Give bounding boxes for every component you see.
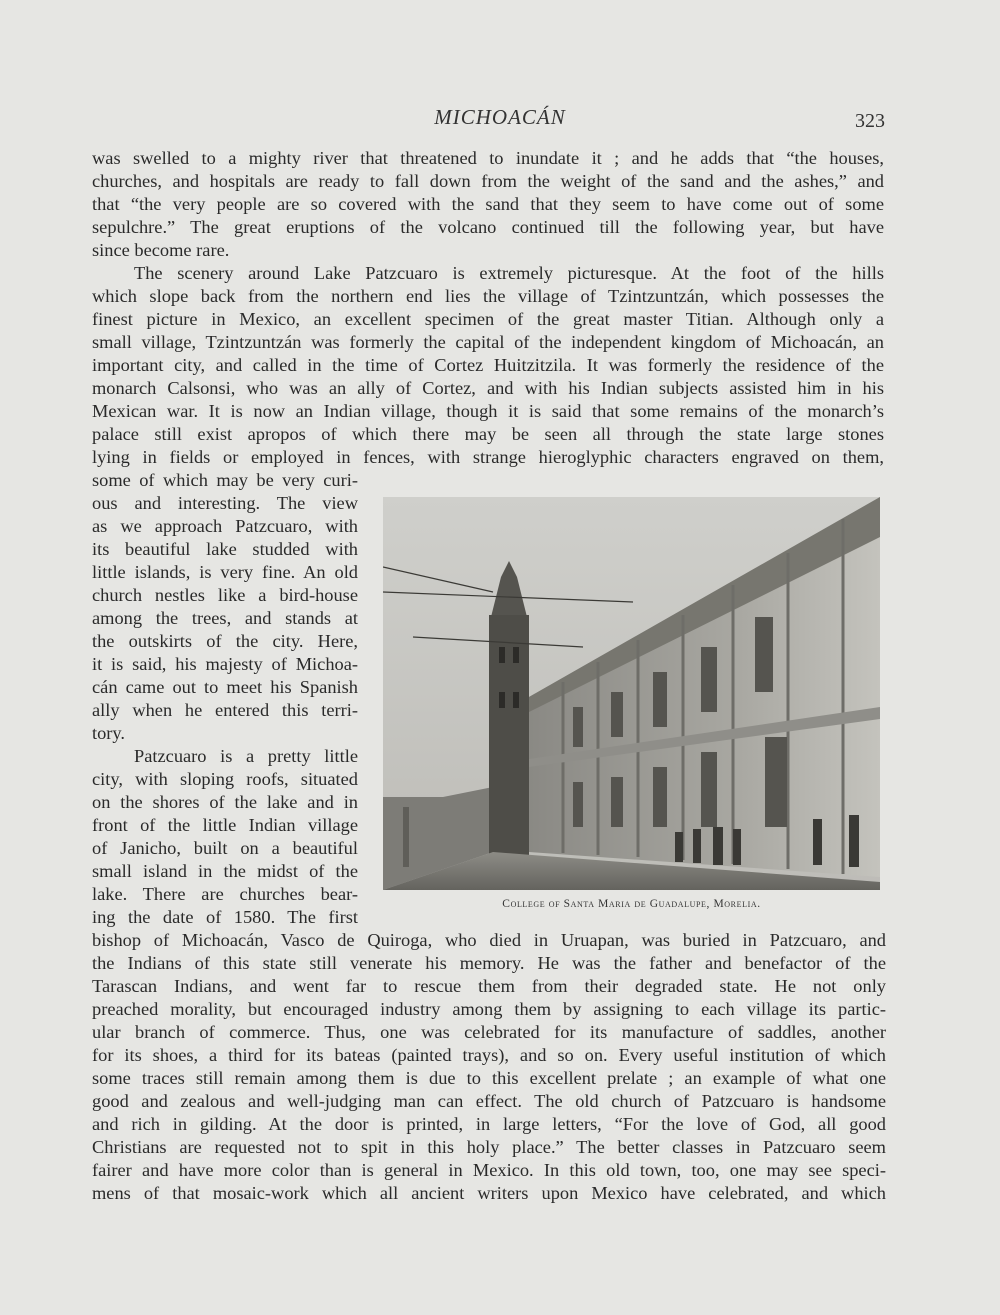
text-line: Tarascan Indians, and went far to rescue them from their degraded state. He not only xyxy=(92,976,886,996)
text-line: as we approach Patzcuaro, with xyxy=(92,516,358,536)
text-line: since become rare. xyxy=(92,240,230,260)
figure-caption: College of Santa Maria de Guadalupe, Morelia. xyxy=(502,898,761,910)
text-line: The scenery around Lake Patzcuaro is extremely picturesque. At the foot of the hills xyxy=(134,263,884,283)
text-line: that “the very people are so covered with the sand that they seem to have come out of some xyxy=(92,194,884,214)
text-line: it is said, his majesty of Michoa- xyxy=(92,654,358,674)
text-line: good and zealous and well-judging man can effect. The old church of Patzcuaro is handsome xyxy=(92,1091,886,1111)
text-line: ular branch of commerce. Thus, one was celebrated for its manufacture of saddles, another xyxy=(92,1022,886,1042)
text-line: was swelled to a mighty river that threatened to inundate it ; and he adds that “the houses, xyxy=(92,148,884,168)
text-line: churches, and hospitals are ready to fall down from the weight of the sand and the ashes,” and xyxy=(92,171,884,191)
text-line: the outskirts of the city. Here, xyxy=(92,631,358,651)
text-line: small island in the midst of the xyxy=(92,861,358,881)
text-line: its beautiful lake studded with xyxy=(92,539,358,559)
text-line: city, with sloping roofs, situated xyxy=(92,769,358,789)
text-line: ing the date of 1580. The first xyxy=(92,907,358,927)
text-line: some traces still remain among them is due to this excellent prelate ; an example of what one xyxy=(92,1068,886,1088)
text-line: mens of that mosaic-work which all ancient writers upon Mexico have celebrated, and which xyxy=(92,1183,886,1203)
running-title: MICHOACÁN xyxy=(434,105,566,129)
text-line: the Indians of this state still venerate his memory. He was the father and benefactor of the xyxy=(92,953,886,973)
text-line: small village, Tzintzuntzán was formerly the capital of the independent kingdom of Michoacán, an xyxy=(92,332,884,352)
text-line: finest picture in Mexico, an excellent specimen of the great master Titian. Although only a xyxy=(92,309,884,329)
text-line: of Janicho, built on a beautiful xyxy=(92,838,358,858)
text-line: Christians are requested not to spit in this holy place.” The better classes in Patzcuaro seem xyxy=(92,1137,886,1157)
text-line: among the trees, and stands at xyxy=(92,608,358,628)
text-line: ally when he entered this terri- xyxy=(92,700,358,720)
text-line: important city, and called in the time of Cortez Huitzitzila. It was formerly the residence of the xyxy=(92,355,884,375)
text-line: on the shores of the lake and in xyxy=(92,792,358,812)
college-photograph xyxy=(383,497,880,890)
text-line: bishop of Michoacán, Vasco de Quiroga, who died in Uruapan, was buried in Patzcuaro, and xyxy=(92,930,886,950)
text-line: for its shoes, a third for its bateas (painted trays), and so on. Every useful institution of which xyxy=(92,1045,886,1065)
text-line: which slope back from the northern end lies the village of Tzintzuntzán, which possesses the xyxy=(92,286,884,306)
text-line: lake. There are churches bear- xyxy=(92,884,358,904)
text-line: sepulchre.” The great eruptions of the volcano continued till the following year, but have xyxy=(92,217,884,237)
page-number: 323 xyxy=(855,110,885,132)
text-line: lying in fields or employed in fences, with strange hieroglyphic characters engraved on them, xyxy=(92,447,884,467)
text-line: church nestles like a bird-house xyxy=(92,585,358,605)
text-line: some of which may be very curi- xyxy=(92,470,358,490)
text-line: little islands, is very fine. An old xyxy=(92,562,358,582)
text-line: cán came out to meet his Spanish xyxy=(92,677,358,697)
text-line: ous and interesting. The view xyxy=(92,493,358,513)
text-line: Patzcuaro is a pretty little xyxy=(134,746,358,766)
text-line: preached morality, but encouraged industry among them by assigning to each village its partic- xyxy=(92,999,886,1019)
text-line: monarch Calsonsi, who was an ally of Cortez, and with his Indian subjects assisted him in his xyxy=(92,378,884,398)
text-line: front of the little Indian village xyxy=(92,815,358,835)
text-line: fairer and have more color than is general in Mexico. In this old town, too, one may see speci- xyxy=(92,1160,886,1180)
text-line: Mexican war. It is now an Indian village, though it is said that some remains of the monarch’s xyxy=(92,401,884,421)
text-line: palace still exist apropos of which there may be seen all through the state large stones xyxy=(92,424,884,444)
text-line: and rich in gilding. At the door is printed, in large letters, “For the love of God, all good xyxy=(92,1114,886,1134)
text-line: tory. xyxy=(92,723,126,743)
